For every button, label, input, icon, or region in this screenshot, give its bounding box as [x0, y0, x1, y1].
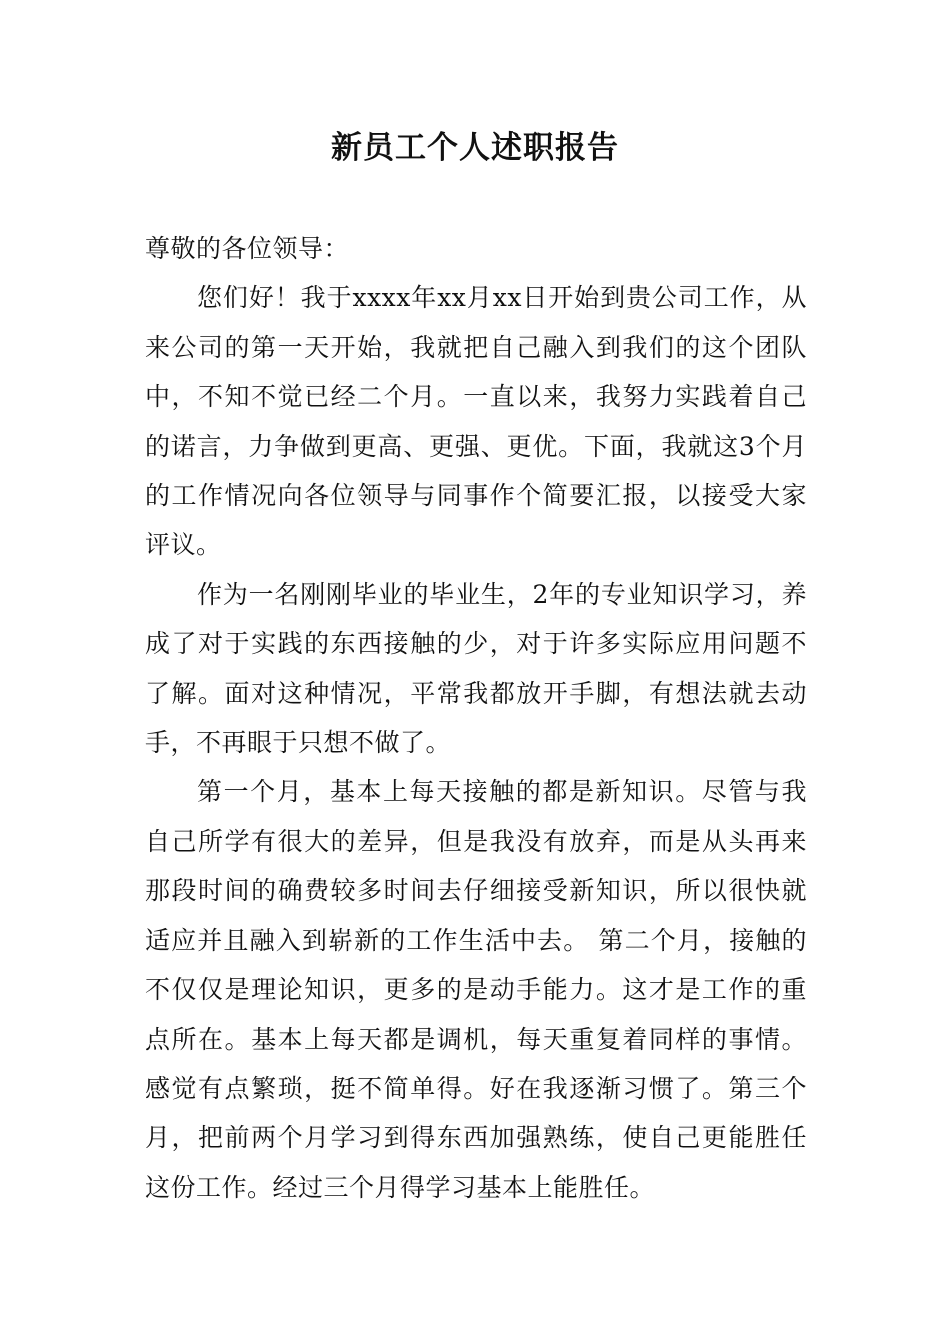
paragraph-3: 第一个月，基本上每天接触的都是新知识。尽管与我自己所学有很大的差异，但是我没有放弃，而是从头再来那段时间的确费较多时间去仔细接受新知识，所以很快就适应并且融入到崭新的工作生活中去。 第二个月，接触的不仅仅是理论知识，更多的是动手能力。这才是工作的重点所在。基本上每天都是调机，每天重复着同样的事情。感觉有点繁琐，挺不简单得。好在我逐渐习惯了。第三个月，把前两个月学习到得东西加强熟练，使自己更能胜任这份工作。经过三个月得学习基本上能胜任。: [145, 777, 807, 1202]
paragraph-2: 作为一名刚刚毕业的毕业生，2年的专业知识学习，养成了对于实践的东西接触的少，对于许多实际应用问题不了解。面对这种情况，平常我都放开手脚，有想法就去动手，不再眼于只想不做了。: [145, 579, 807, 758]
paragraph-1: 您们好！我于xxxx年xx月xx日开始到贵公司工作，从来公司的第一天开始，我就把自己融入到我们的这个团队中，不知不觉已经二个月。一直以来，我努力实践着自己的诺言，力争做到更高、更强、更优。下面，我就这3个月的工作情况向各位领导与同事作个简要汇报，以接受大家评议。: [145, 283, 807, 560]
document-title: 新员工个人述职报告: [331, 130, 619, 166]
document-body: [145, 224, 807, 1212]
salutation: 尊敬的各位领导：: [145, 234, 350, 263]
